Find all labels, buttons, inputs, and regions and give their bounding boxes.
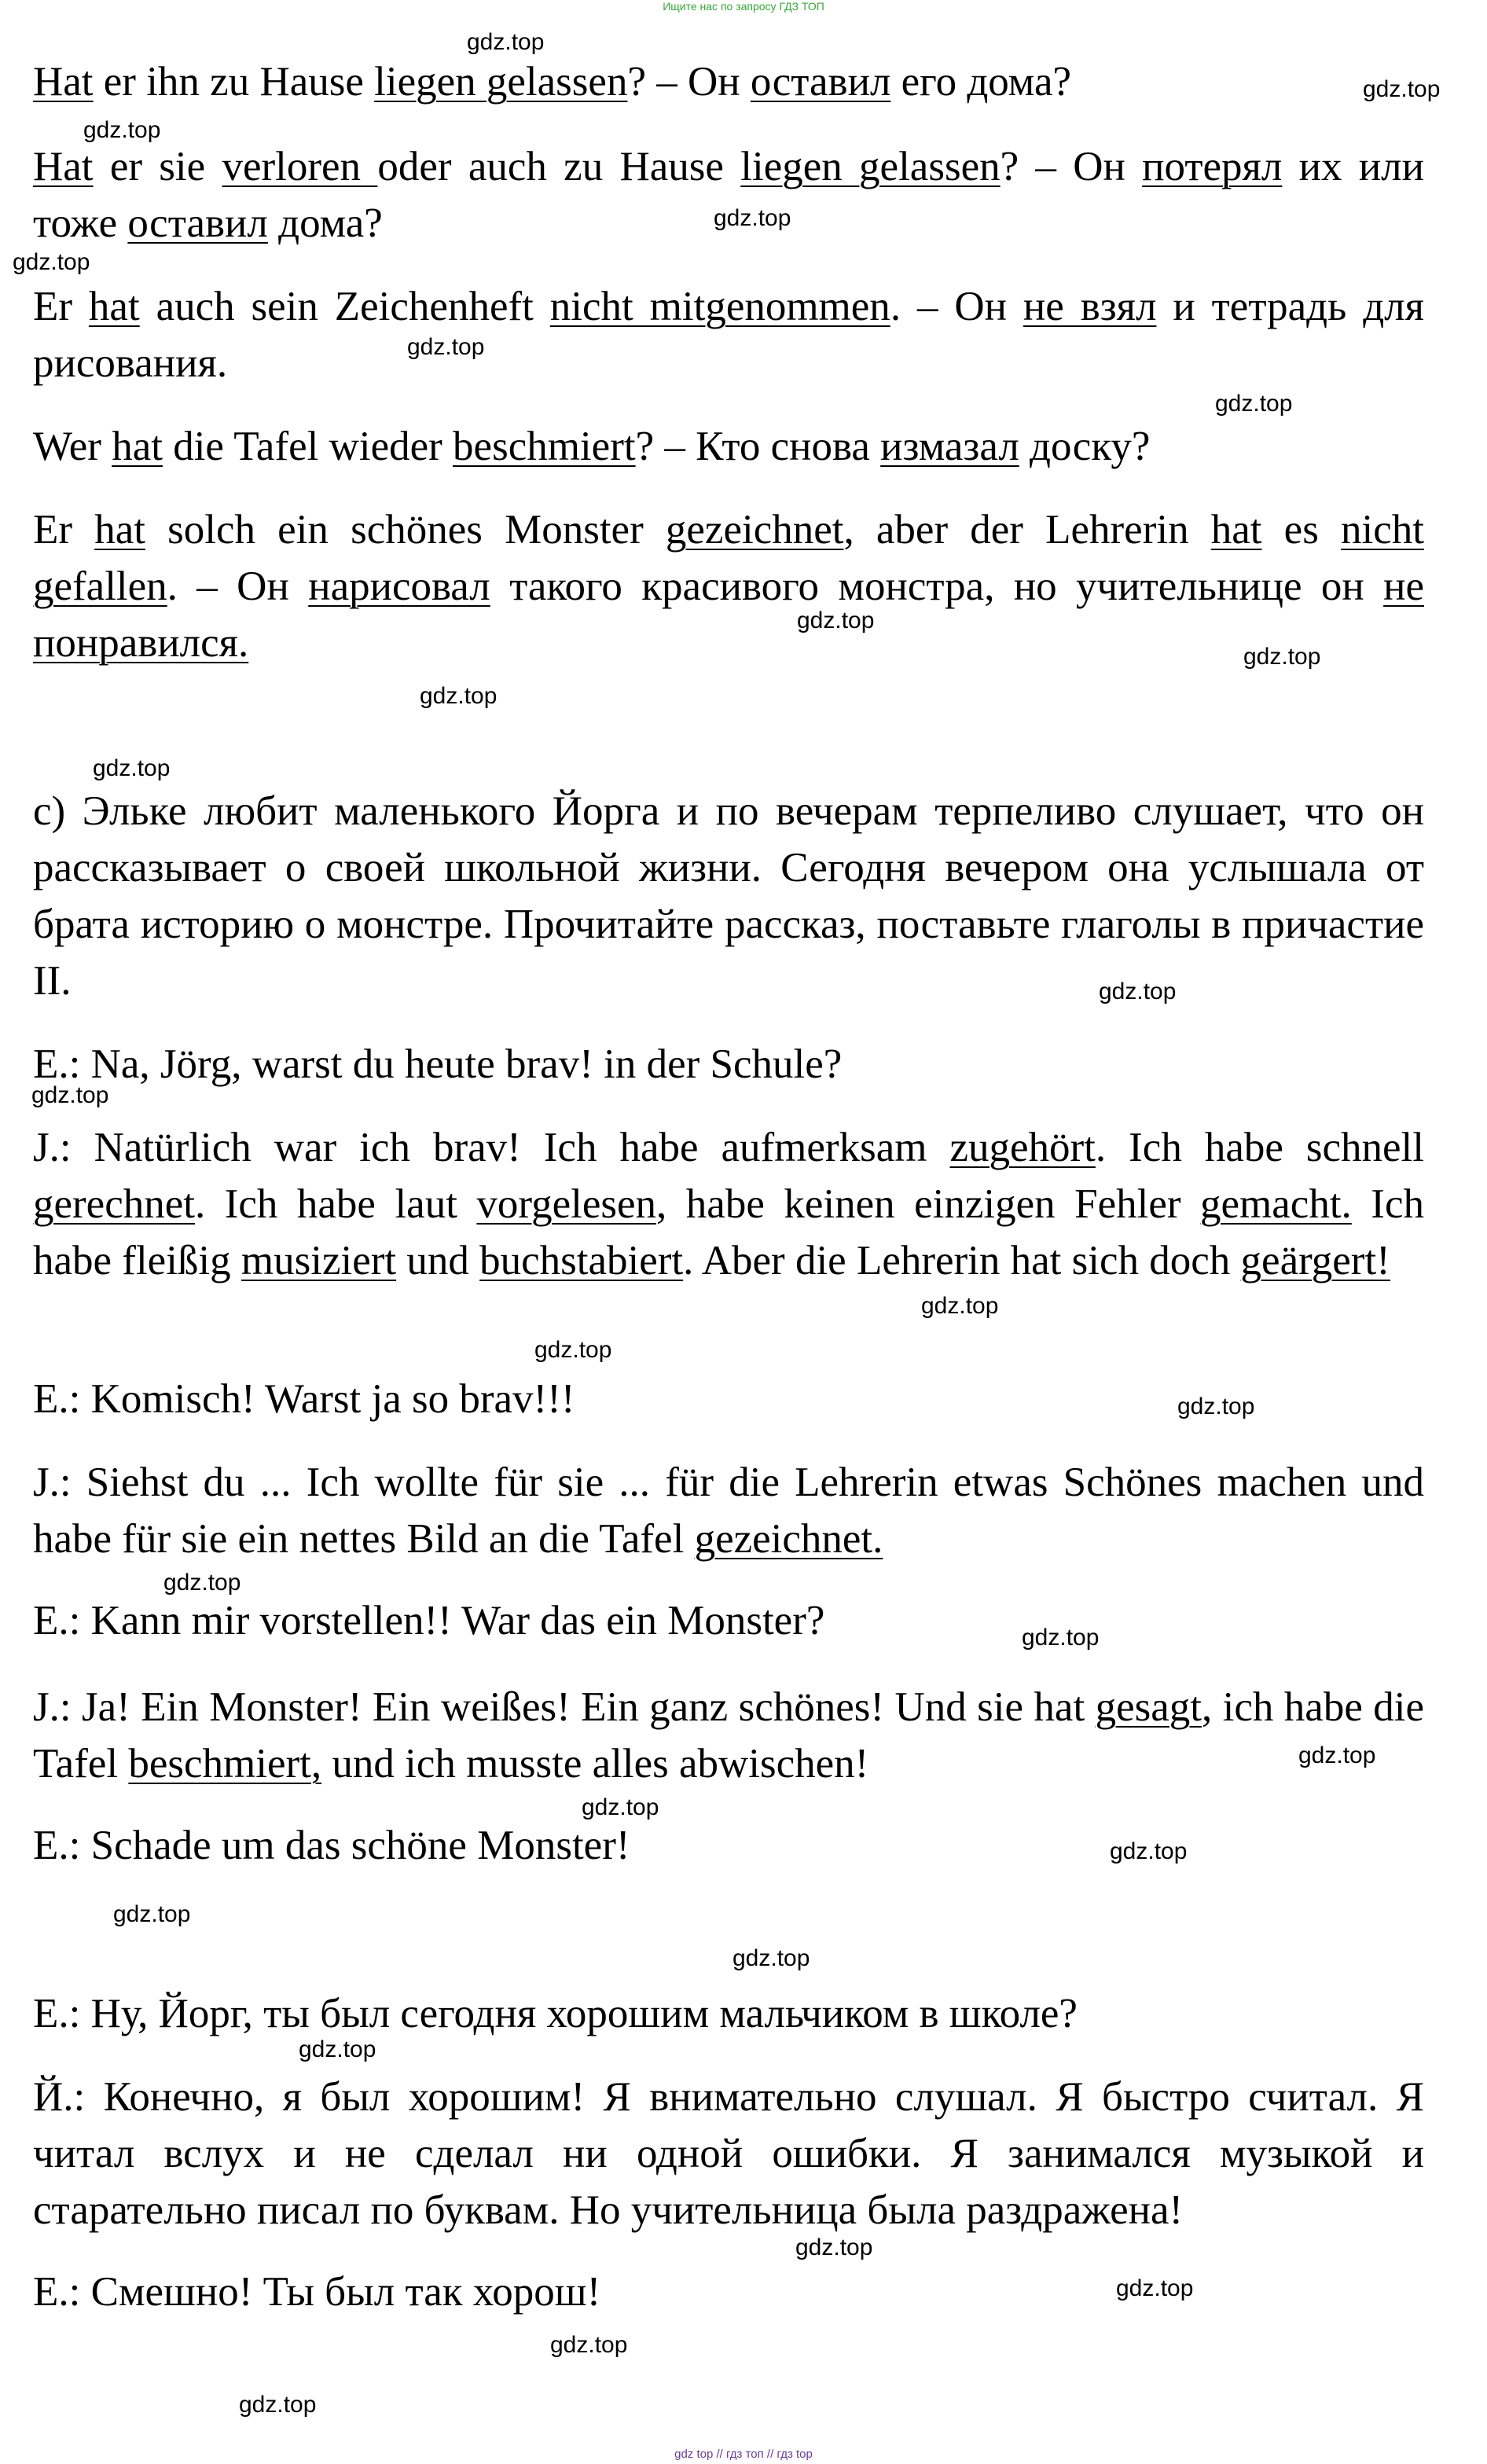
- text-segment: J.: Ja! Ein Monster! Ein weißes! Ein ganz schönes! Und sie hat: [33, 1684, 1096, 1730]
- underlined-word: измазал: [880, 424, 1019, 469]
- underlined-word: нарисовал: [308, 564, 490, 609]
- text-segment: E.: Kann mir vorstellen!! War das ein Monster?: [33, 1598, 825, 1643]
- text-segment: J.: Natürlich war ich brav! Ich habe aufmerksam: [33, 1125, 950, 1170]
- underlined-word: buchstabiert: [479, 1238, 684, 1283]
- watermark: gdz.top: [1363, 76, 1441, 102]
- underlined-word: gezeichnet: [665, 507, 844, 553]
- text-segment: Й.: Конечно, я был хорошим! Я внимательно слушал. Я быстро считал. Я читал вслух и не сделал ни одной ошибки. Я занимался музыкой и старательно писал по буквам. Но учительница была раздражена!: [33, 2074, 1424, 2233]
- watermark: gdz.top: [163, 1570, 241, 1596]
- underlined-word: hat: [94, 507, 145, 553]
- text-segment: Ich habe fleißig: [33, 1181, 1424, 1283]
- text-segment: E.: Na, Jörg, warst du heute brav! in der Schule?: [33, 1041, 843, 1087]
- underlined-word: hat: [88, 284, 140, 329]
- underlined-word: nicht mitgenommen: [549, 284, 890, 329]
- watermark: gdz.top: [31, 1082, 109, 1108]
- underlined-word: nicht gefallen: [33, 507, 1424, 609]
- watermark: gdz.top: [1110, 1838, 1188, 1864]
- text-segment: ? – Он: [627, 59, 751, 105]
- underlined-word: не понравился.: [33, 564, 1424, 666]
- text-segment: их или тоже: [33, 144, 1424, 246]
- watermark: gdz.top: [797, 608, 875, 633]
- watermark: gdz.top: [550, 2332, 628, 2358]
- watermark: gdz.top: [407, 334, 485, 360]
- watermark: gdz.top: [582, 1794, 659, 1820]
- underlined-word: Hat: [33, 144, 94, 189]
- paragraph: [33, 418, 1424, 475]
- underlined-word: gezeichnet.: [694, 1516, 883, 1562]
- watermark: gdz.top: [113, 1901, 191, 1927]
- underlined-word: liegen gelassen: [374, 59, 628, 105]
- underlined-word: vorgelesen: [476, 1181, 657, 1227]
- text-segment: . – Он: [890, 284, 1023, 329]
- text-segment: und ich musste alles abwischen!: [321, 1741, 869, 1786]
- watermark: gdz.top: [1099, 979, 1177, 1004]
- watermark: gdz.top: [921, 1293, 999, 1319]
- text-segment: доску?: [1019, 424, 1151, 469]
- footer-links[interactable]: gdz top // гдз топ // гдз top: [674, 2447, 813, 2461]
- text-segment: такого красивого монстра, но учительнице он: [490, 564, 1384, 609]
- text-segment: ? – Он: [1000, 144, 1143, 189]
- text-segment: E.: Komisch! Warst ja so brav!!!: [33, 1376, 575, 1422]
- paragraph: [33, 278, 1424, 391]
- watermark: gdz.top: [1298, 1742, 1376, 1768]
- paragraph: [33, 501, 1424, 671]
- text-segment: er ihn zu Hause: [93, 59, 375, 105]
- watermark: gdz.top: [420, 683, 498, 709]
- text-segment: und: [396, 1238, 480, 1283]
- watermark: gdz.top: [1022, 1625, 1100, 1651]
- watermark: gdz.top: [1243, 644, 1321, 670]
- text-segment: . Aber die Lehrerin hat sich doch: [683, 1238, 1241, 1283]
- text-segment: es: [1261, 507, 1341, 553]
- text-segment: его дома?: [890, 59, 1072, 105]
- underlined-word: beschmiert: [453, 424, 636, 469]
- text-segment: oder auch zu Hause: [377, 144, 741, 189]
- watermark: gdz.top: [299, 2036, 376, 2062]
- watermark: gdz.top: [83, 117, 161, 143]
- watermark: gdz.top: [732, 1945, 810, 1971]
- text-segment: Е.: Смешно! Ты был так хорош!: [33, 2269, 601, 2315]
- text-segment: auch sein Zeichenheft: [139, 284, 550, 329]
- text-segment: er sie: [93, 144, 222, 189]
- text-segment: и тетрадь для рисования.: [33, 284, 1424, 386]
- paragraph: [33, 1036, 1424, 1092]
- text-segment: ? – Кто снова: [635, 424, 881, 469]
- text-segment: . – Он: [167, 564, 309, 609]
- text-segment: die Tafel wieder: [162, 424, 453, 469]
- underlined-word: потерял: [1142, 144, 1283, 189]
- underlined-word: оставил: [750, 59, 891, 105]
- text-segment: , ich habe die Tafel: [33, 1684, 1424, 1786]
- watermark: gdz.top: [93, 755, 171, 781]
- underlined-word: geärgert!: [1240, 1238, 1390, 1283]
- text-segment: дома?: [267, 200, 383, 246]
- watermark: gdz.top: [13, 249, 90, 275]
- text-segment: solch ein schönes Monster: [145, 507, 666, 553]
- text-segment: , aber der Lehrerin: [843, 507, 1211, 553]
- underlined-word: Hat: [33, 59, 94, 105]
- paragraph: [33, 1817, 1424, 1874]
- text-segment: J.: Siehst du ... Ich wollte für sie ... für die Lehrerin etwas Schönes machen und habe für sie ein nettes Bild an die Tafel: [33, 1460, 1424, 1562]
- text-segment: . Ich habe laut: [194, 1181, 477, 1227]
- paragraph: [33, 1985, 1424, 2042]
- underlined-word: не взял: [1023, 284, 1157, 329]
- watermark: gdz.top: [1215, 391, 1293, 417]
- text-segment: E.: Schade um das schöne Monster!: [33, 1823, 630, 1868]
- underlined-word: gerechnet: [33, 1181, 195, 1227]
- underlined-word: zugehört: [949, 1125, 1096, 1170]
- paragraph: [33, 138, 1424, 252]
- text-segment: Er: [33, 507, 95, 553]
- text-segment: Е.: Ну, Йорг, ты был сегодня хорошим мальчиком в школе?: [33, 1991, 1078, 2036]
- text-segment: c) Эльке любит маленького Йорга и по вечерам терпеливо слушает, что он рассказывает о своей школьной жизни. Сегодня вечером она услышала от брата историю о монстре. Прочитайте рассказ, поставьте глаголы в причастие II.: [33, 788, 1424, 1004]
- underlined-word: beschmiert,: [128, 1741, 322, 1786]
- text-segment: , habe keinen einzigen Fehler: [656, 1181, 1201, 1227]
- watermark: gdz.top: [795, 2234, 873, 2260]
- underlined-word: musiziert: [240, 1238, 397, 1283]
- paragraph: [33, 53, 1424, 110]
- underlined-word: оставил: [127, 200, 268, 246]
- underlined-word: hat: [112, 424, 163, 469]
- watermark: gdz.top: [1116, 2275, 1194, 2301]
- text-segment: Er: [33, 284, 89, 329]
- underlined-word: verloren: [222, 144, 378, 189]
- paragraph: [33, 1454, 1424, 1567]
- text-segment: . Ich habe schnell: [1095, 1125, 1424, 1170]
- paragraph: [33, 1119, 1424, 1289]
- underlined-word: gesagt: [1095, 1684, 1202, 1730]
- watermark: gdz.top: [534, 1337, 612, 1363]
- underlined-word: gemacht.: [1200, 1181, 1352, 1227]
- paragraph: [33, 2264, 1424, 2320]
- top-banner[interactable]: Ищите нас по запросу ГДЗ ТОП: [663, 0, 824, 13]
- watermark: gdz.top: [467, 29, 545, 55]
- watermark: gdz.top: [239, 2392, 317, 2418]
- underlined-word: hat: [1210, 507, 1262, 553]
- underlined-word: liegen gelassen: [740, 144, 1001, 189]
- watermark: gdz.top: [1177, 1394, 1255, 1419]
- paragraph: [33, 1592, 1424, 1649]
- paragraph: [33, 1679, 1424, 1792]
- watermark: gdz.top: [714, 205, 791, 231]
- text-segment: Wer: [33, 424, 112, 469]
- paragraph: [33, 2069, 1424, 2238]
- paragraph: [33, 783, 1424, 1009]
